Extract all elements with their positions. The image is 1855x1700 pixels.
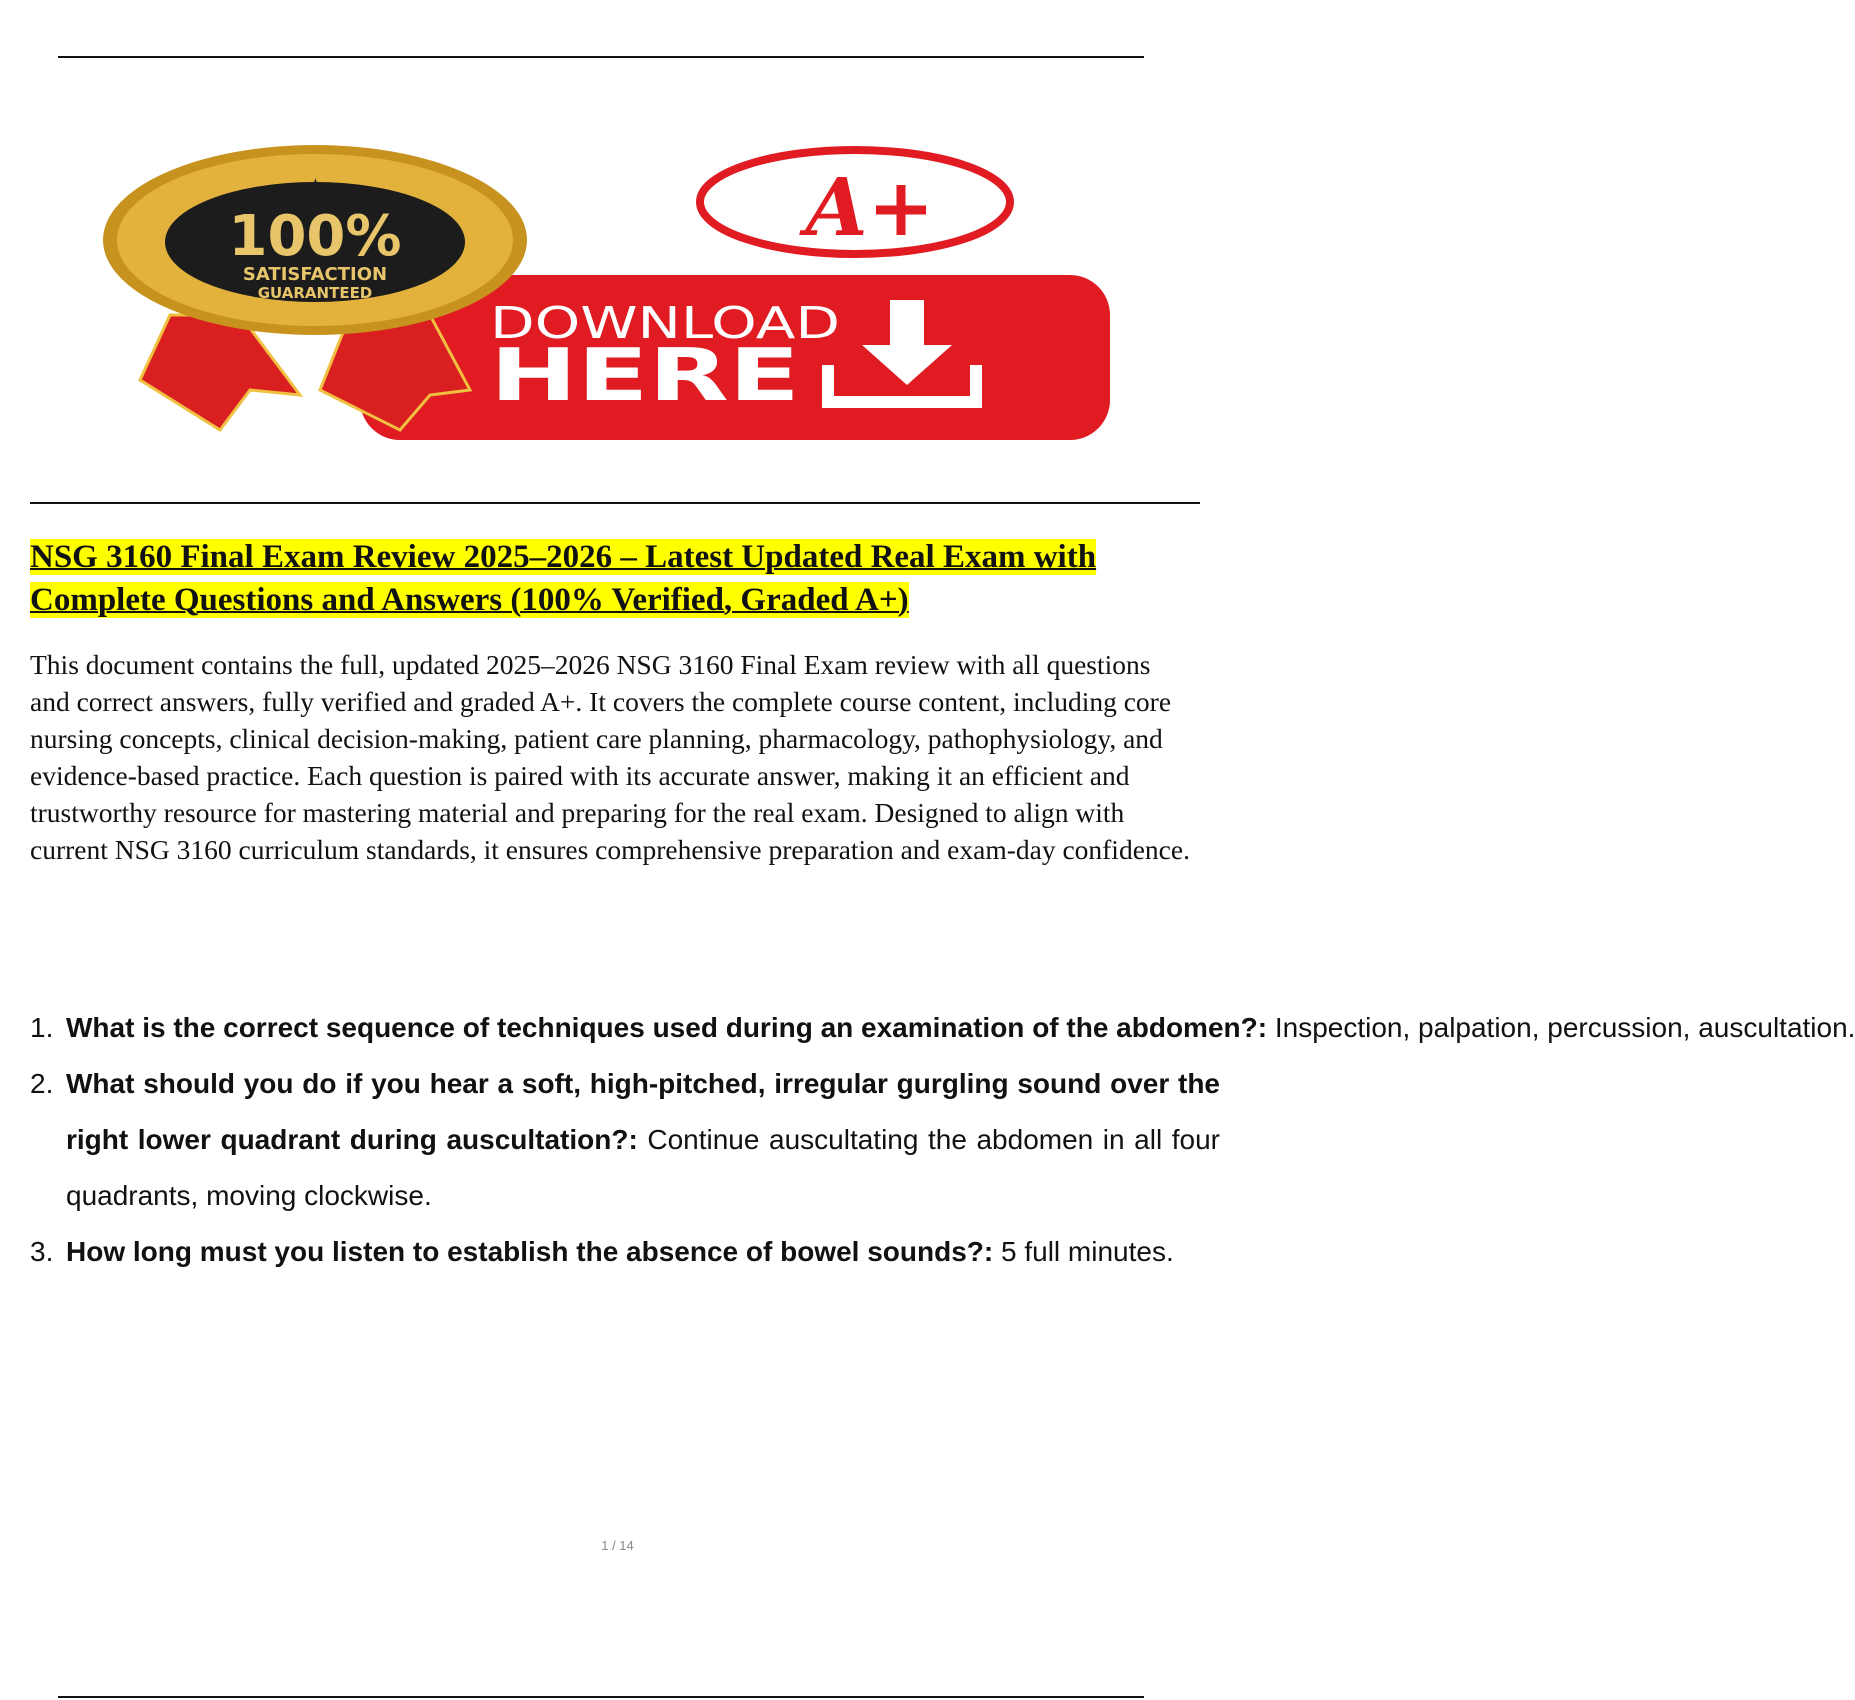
question-number: 3. <box>30 1236 54 1267</box>
here-word: HERE <box>490 333 800 417</box>
question-number: 1. <box>30 1012 54 1043</box>
seal-line2: GUARANTEED <box>257 284 373 302</box>
grade-text: A+ <box>805 160 935 254</box>
list-item <box>30 1224 1220 1280</box>
intro-paragraph: This document contains the full, updated 2025–2026 NSG 3160 Final Exam review with all questions and correct answers, fully verified and graded A+. It covers the complete course content, including core nursing concepts, clinical decision-making, patient care planning, pharmacology, pathophysiology, and evidence-based practice. Each question is paired with its accurate answer, making it an efficient and trustworthy resource for mastering material and preparing for the real exam. Designed to align with current NSG 3160 curriculum standards, it ensures comprehensive preparation and exam-day confidence. <box>30 649 1190 865</box>
answer-text: 5 full minutes. <box>1000 1236 1174 1267</box>
question-text: What is the correct sequence of techniques used during an examination of the abdomen?: <box>66 1012 1268 1043</box>
answer-text: Inspection, palpation, percussion, auscultation. <box>1274 1012 1855 1043</box>
bottom-rule <box>58 1696 1144 1698</box>
list-item <box>30 1056 1220 1224</box>
question-number: 2. <box>30 1068 54 1099</box>
download-word: DOWNLOAD <box>490 298 840 349</box>
document-title <box>30 536 1200 622</box>
seal-percent: 100% <box>228 204 402 269</box>
list-item <box>30 1000 1855 1056</box>
download-banner[interactable] <box>100 140 1120 460</box>
question-list <box>30 1000 1855 1280</box>
top-rule <box>58 56 1144 58</box>
question-text: How long must you listen to establish the absence of bowel sounds?: <box>66 1236 994 1267</box>
title-line-1: NSG 3160 Final Exam Review 2025–2026 – Latest Updated Real Exam with <box>30 539 1097 575</box>
svg-text:★: ★ <box>250 186 270 211</box>
answer-text: Continue auscultating the abdomen in all four quadrants, moving clockwise. <box>66 1124 1220 1211</box>
svg-text:★: ★ <box>365 186 385 211</box>
title-line-2: Complete Questions and Answers (100% Verified, Graded A+) <box>30 582 909 618</box>
satisfaction-seal-icon <box>103 145 527 335</box>
page-indicator: 1 / 14 <box>601 1538 634 1553</box>
section-rule <box>30 502 1200 504</box>
svg-text:★: ★ <box>302 173 329 208</box>
seal-line1: SATISFACTION <box>242 264 388 285</box>
question-text: What should you do if you hear a soft, high-pitched, irregular gurgling sound over the right lower quadrant during auscultation?: <box>66 1068 1220 1155</box>
